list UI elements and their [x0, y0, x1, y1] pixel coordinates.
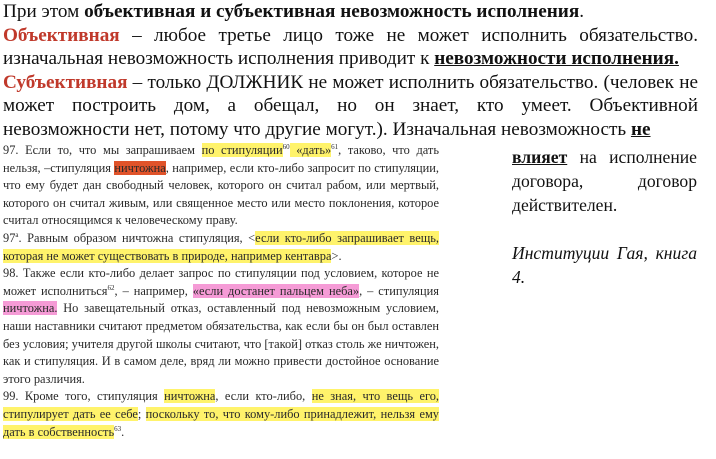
excerpt-99-text-b: , если кто-либо,	[215, 389, 312, 404]
excerpt-97-text-c: , например, если кто-либо запросит по стипуляции, что ему будет дан свободный человек, которого он считал рабом, или мертвый, которого он считал живым, или священное место или место поклонения, которое считал относящимся к человеческому праву.	[3, 160, 439, 228]
lecture-text	[3, 0, 698, 142]
source-citation: Институции Гая, книга 4.	[512, 243, 697, 287]
highlight-dat: «дать»	[289, 143, 332, 157]
excerpt-99-text-d: .	[121, 424, 125, 439]
excerpt-98-text-a: 98. Также если кто-либо делает запрос по стипуляции под условием, которое не может исполниться	[3, 266, 439, 298]
right-text: на исполнение договора, договор действителен.	[512, 147, 697, 215]
excerpt-98-text-b: , – например,	[114, 283, 193, 298]
excerpt-97-text-b: , таково, что дать нельзя, –стипуляция	[3, 143, 439, 175]
highlight-nichtozhna: ничтожна	[114, 160, 166, 175]
excerpt-97a-num: 97	[3, 230, 16, 245]
excerpt-99	[3, 388, 439, 441]
gaius-excerpt-scan	[3, 142, 439, 441]
highlight-nichtozhna-98: ничтожна.	[3, 301, 58, 316]
excerpt-97a-text-c: >.	[331, 248, 342, 263]
footnote-60: 60	[282, 142, 290, 151]
highlight-prinadlezhit: поскольку то, что кому-либо принадлежит, нельзя ему дать в собственность	[3, 406, 439, 439]
subjective-text: – только ДОЛЖНИК не может исполнить обязательство. (человек не может построить дом, а обещал, но он знает, кто умеет. Объективной невозможности нет, потому что другие могут.). Изначальная невозможность	[3, 71, 698, 140]
highlight-nichtozhna-99: ничтожна	[164, 389, 216, 404]
excerpt-97a-text-b: . Равным образом ничтожна стипуляция, <	[18, 230, 256, 245]
excerpt-97	[3, 142, 439, 230]
excerpt-97a	[3, 230, 439, 265]
footnote-61: 61	[331, 142, 339, 151]
subjective-emphasis: не	[630, 118, 651, 140]
right-column	[512, 145, 697, 289]
right-emphasis: влияет	[512, 147, 568, 167]
right-continuation	[512, 145, 697, 217]
subjective-term: Субъективная	[3, 71, 128, 93]
right-spacer	[512, 217, 697, 241]
subjective-paragraph	[3, 71, 698, 142]
objective-term: Объективная	[3, 24, 120, 46]
excerpt-98-text-d: Но завещательный отказ, оставленный под невозможным условием, наши наставники считают предметом обязательства, как если бы он был оставлен без условия; учителя другой школы считают, что [такой] отказ столь же ничтожен, как и стипуляция. И в самом деле, вряд ли можно привести достойное основание этого различия.	[3, 301, 439, 386]
intro-paragraph	[3, 0, 698, 24]
excerpt-99-text-c: ;	[137, 406, 146, 421]
intro-bold: объективная и субъективная невозможность исполнения	[84, 1, 580, 22]
highlight-kentavr: если кто-либо запрашивает вещь, которая не может существовать в природе, например кентавра	[3, 230, 439, 263]
excerpt-99-text-a: 99. Кроме того, стипуляция	[3, 389, 165, 404]
excerpt-97a-sup: a	[15, 230, 19, 239]
excerpt-98-text-c: , – стипуляция	[359, 283, 439, 298]
objective-text: – любое третье лицо тоже не может исполнить обязательство. изначальная невозможность исполнения приводит к	[3, 24, 698, 70]
objective-paragraph	[3, 24, 698, 71]
excerpt-97-text-a: 97. Если то, что мы запрашиваем	[3, 143, 202, 157]
highlight-ne-znaya: не зная, что вещь его, стипулирует дать ее себе	[3, 389, 440, 421]
footnote-62: 62	[107, 283, 115, 292]
intro-suffix: .	[579, 1, 585, 22]
footnote-63: 63	[114, 424, 122, 433]
highlight-po-stipulyatsii: по стипуляции	[201, 143, 283, 157]
highlight-palcem-neba: «если достанет пальцем неба»	[192, 283, 360, 298]
objective-emphasis: невозможности исполнения.	[434, 48, 679, 70]
excerpt-98	[3, 265, 439, 388]
intro-prefix: При этом	[3, 1, 85, 22]
